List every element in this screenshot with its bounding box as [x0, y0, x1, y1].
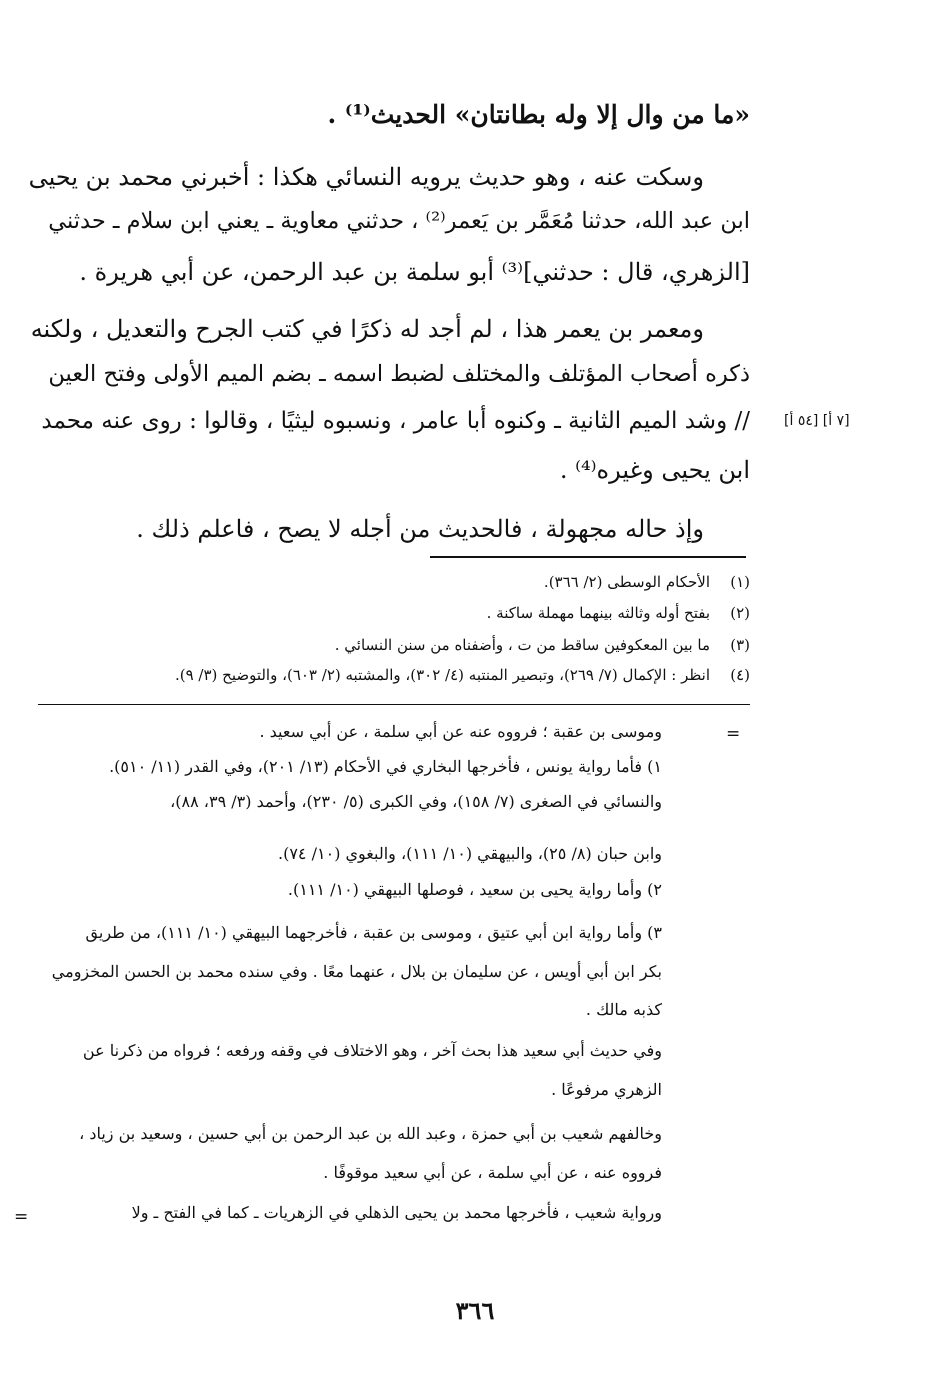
- footnote-separator: [430, 556, 746, 558]
- footnote-number: (١): [730, 573, 750, 591]
- footnote-4: [175, 666, 750, 684]
- page-number: ٣٦٦: [455, 1296, 495, 1325]
- continuation-line-5: ٢) وأما رواية يحيى بن سعيد ، فوصلها البيهقي (١٠/ ١١١).: [287, 880, 662, 899]
- continuation-line-3: والنسائي في الصغرى (٧/ ١٥٨)، وفي الكبرى (٥/ ٢٣٠)، وأحمد (٣/ ٣٩، ٨٨)،: [170, 792, 662, 811]
- continuation-start-mark: =: [726, 724, 741, 744]
- continuation-separator: [38, 704, 750, 705]
- footnote-text: انظر : الإكمال (٧/ ٢٦٩)، وتبصير المنتبه (٤/ ٣٠٢)، والمشتبه (٢/ ٦٠٣)، والتوضيح (٣/ ٩).: [174, 666, 710, 684]
- footnote-text: ما بين المعكوفين ساقط من ت ، وأضفناه من سنن النسائي .: [334, 636, 710, 654]
- continuation-line-13: ورواية شعيب ، فأخرجها محمد بن يحيى الذهلي في الزهريات ـ كما في الفتح ـ ولا: [131, 1203, 662, 1222]
- main-line-6: ذكره أصحاب المؤتلف والمختلف لضبط اسمه ـ بضم الميم الأولى وفتح العين: [48, 361, 750, 387]
- continuation-line-12: فرووه عنه ، عن أبي سلمة ، عن أبي سعيد موقوفًا .: [323, 1163, 662, 1182]
- footnote-number: (٢): [730, 604, 750, 622]
- footnote-number: (٣): [730, 636, 750, 654]
- continuation-line-8: كذبه مالك .: [585, 1000, 662, 1019]
- footnote-1: [544, 573, 750, 591]
- continuation-line-10: الزهري مرفوعًا .: [551, 1080, 662, 1099]
- footnote-3: [335, 636, 750, 654]
- main-line-8: ابن يحيى وغيره⁽⁴⁾ .: [559, 456, 750, 484]
- footnote-number: (٤): [730, 666, 750, 684]
- continuation-line-6: ٣) وأما رواية ابن أبي عتيق ، وموسى بن عقبة ، فأخرجهما البيهقي (١٠/ ١١١)، من طريق: [85, 923, 662, 942]
- footnote-text: الأحكام الوسطى (٢/ ٣٦٦).: [543, 573, 710, 591]
- main-line-3: ابن عبد الله، حدثنا مُعَمَّر بن يَعمر⁽²⁾ ، حدثني معاوية ـ يعني ابن سلام ـ حدثني: [48, 208, 750, 234]
- continuation-line-1: وموسى بن عقبة ؛ فرووه عنه عن أبي سلمة ، عن أبي سعيد .: [259, 722, 662, 741]
- manuscript-folio-note: [٧ أ] [٥٤ أ]: [784, 413, 850, 429]
- footnote-2: [487, 604, 750, 622]
- main-line-4: [الزهري، قال : حدثني]⁽³⁾ أبو سلمة بن عبد الرحمن، عن أبي هريرة .: [79, 258, 750, 286]
- main-line-1: «ما من وال إلا وله بطانتان» الحديث⁽¹⁾ .: [327, 100, 750, 129]
- footnote-text: بفتح أوله وثالثه بينهما مهملة ساكنة .: [486, 604, 710, 622]
- continuation-line-4: وابن حبان (٨/ ٢٥)، والبيهقي (١٠/ ١١١)، والبغوي (١٠/ ٧٤).: [278, 844, 662, 863]
- main-line-7: // وشد الميم الثانية ـ وكنوه أبا عامر ، ونسبوه ليثيًا ، وقالوا : روى عنه محمد: [41, 408, 750, 434]
- continuation-line-9: وفي حديث أبي سعيد هذا بحث آخر ، وهو الاختلاف في وقفه ورفعه ؛ فرواه من ذكرنا عن: [82, 1041, 662, 1060]
- continuation-end-mark: =: [14, 1207, 29, 1227]
- continuation-line-2: ١) فأما رواية يونس ، فأخرجها البخاري في الأحكام (١٣/ ٢٠١)، وفي القدر (١١/ ٥١٠).: [109, 757, 662, 776]
- main-line-2: وسكت عنه ، وهو حديث يرويه النسائي هكذا : أخبرني محمد بن يحيى: [28, 163, 704, 191]
- main-line-5: ومعمر بن يعمر هذا ، لم أجد له ذكرًا في كتب الجرح والتعديل ، ولكنه: [30, 315, 704, 343]
- continuation-line-7: بكر ابن أبي أويس ، عن سليمان بن بلال ، عنهما معًا . وفي سنده محمد بن الحسن المخزومي: [51, 962, 662, 981]
- main-line-9: وإذ حاله مجهولة ، فالحديث من أجله لا يصح ، فاعلم ذلك .: [136, 515, 704, 543]
- continuation-line-11: وخالفهم شعيب بن أبي حمزة ، وعبد الله بن عبد الرحمن بن أبي حسين ، وسعيد بن زياد ،: [79, 1124, 662, 1143]
